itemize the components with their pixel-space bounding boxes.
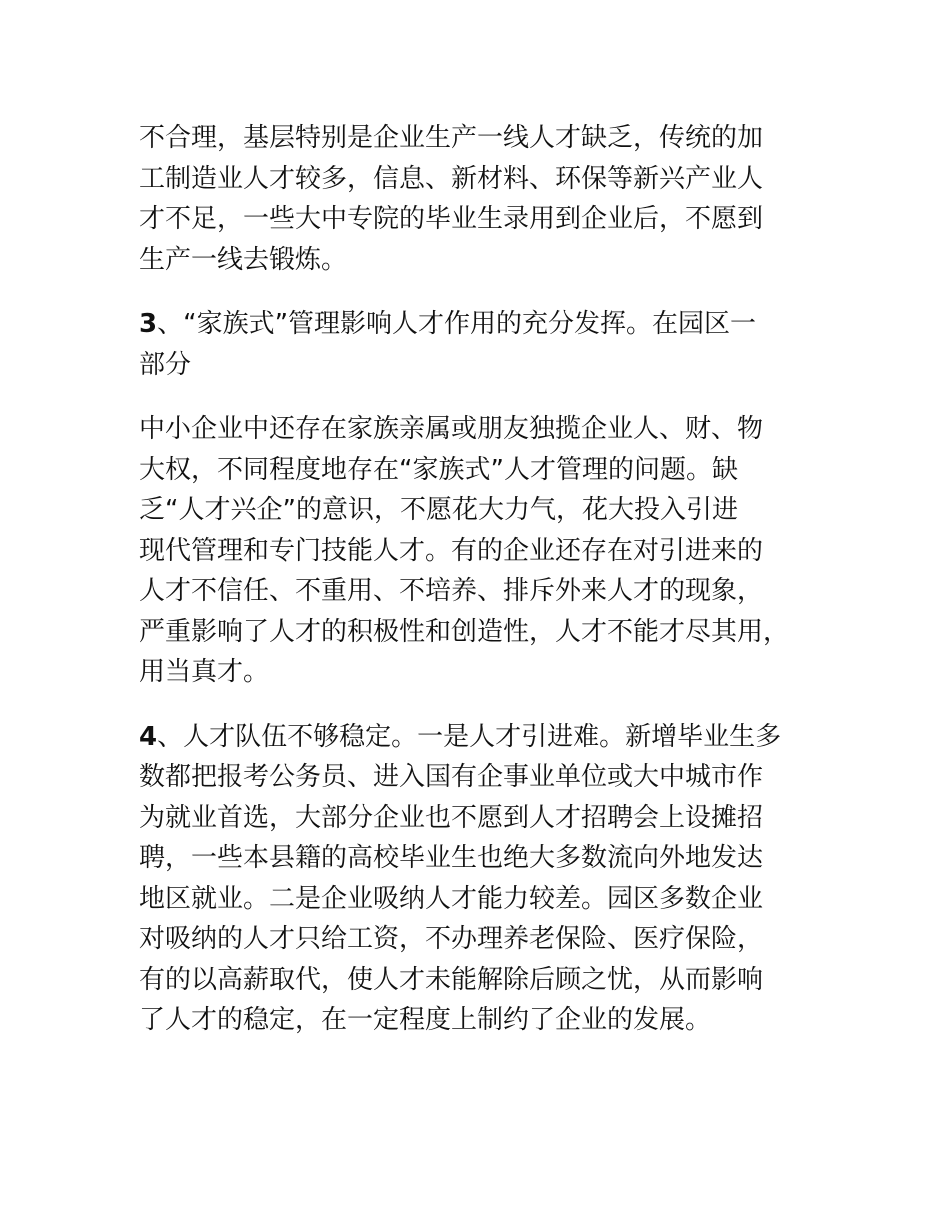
text-line: 乏“人才兴企”的意识，不愿花大力气，花大投入引进 (139, 495, 738, 525)
text-line: 部分 (139, 349, 192, 380)
paragraph-family-management-heading (139, 304, 811, 385)
text-line: 用当真才。 (139, 657, 270, 687)
section-number: 4 (139, 721, 158, 752)
text-line: 不合理，基层特别是企业生产一线人才缺乏，传统的加 (139, 123, 764, 153)
heading-text: 、人才队伍不够稳定。一是人才引进难。新增毕业生多 (157, 721, 782, 752)
text-line: 生产一线去锻炼。 (139, 244, 348, 275)
text-line: 对吸纳的人才只给工资，不办理养老保险、医疗保险， (139, 924, 764, 954)
paragraph-talent-structure (139, 118, 811, 280)
section-number: 3 (139, 309, 158, 339)
text-line: 中小企业中还存在家族亲属或朋友独揽企业人、财、物 (139, 414, 764, 444)
text-line: 现代管理和专门技能人才。有的企业还存在对引进来的 (139, 535, 764, 566)
heading-text: 、“家族式”管理影响人才作用的充分发挥。在园区一 (157, 309, 757, 339)
text-line: 工制造业人才较多，信息、新材料、环保等新兴产业人 (139, 163, 764, 194)
text-line (139, 717, 811, 758)
document-page (139, 118, 811, 1041)
text-line: 才不足，一些大中专院的毕业生录用到企业后，不愿到 (139, 204, 764, 234)
text-line: 严重影响了人才的积极性和创造性，人才不能才尽其用， (139, 616, 790, 647)
paragraph-family-management-body (139, 409, 811, 693)
paragraph-talent-stability (139, 717, 811, 1041)
text-line (139, 304, 811, 345)
text-line: 数都把报考公务员、进入国有企事业单位或大中城市作 (139, 762, 764, 792)
text-line: 为就业首选，大部分企业也不愿到人才招聘会上设摊招 (139, 802, 764, 833)
text-line: 大权，不同程度地存在“家族式”人才管理的问题。缺 (139, 454, 738, 485)
text-line: 聘，一些本县籍的高校毕业生也绝大多数流向外地发达 (139, 843, 764, 873)
text-line: 了人才的稳定，在一定程度上制约了企业的发展。 (139, 1005, 712, 1035)
text-line: 有的以高薪取代，使人才未能解除后顾之忧，从而影响 (139, 964, 764, 995)
text-line: 地区就业。二是企业吸纳人才能力较差。园区多数企业 (139, 883, 764, 914)
text-line: 人才不信任、不重用、不培养、排斥外来人才的现象， (139, 576, 764, 606)
